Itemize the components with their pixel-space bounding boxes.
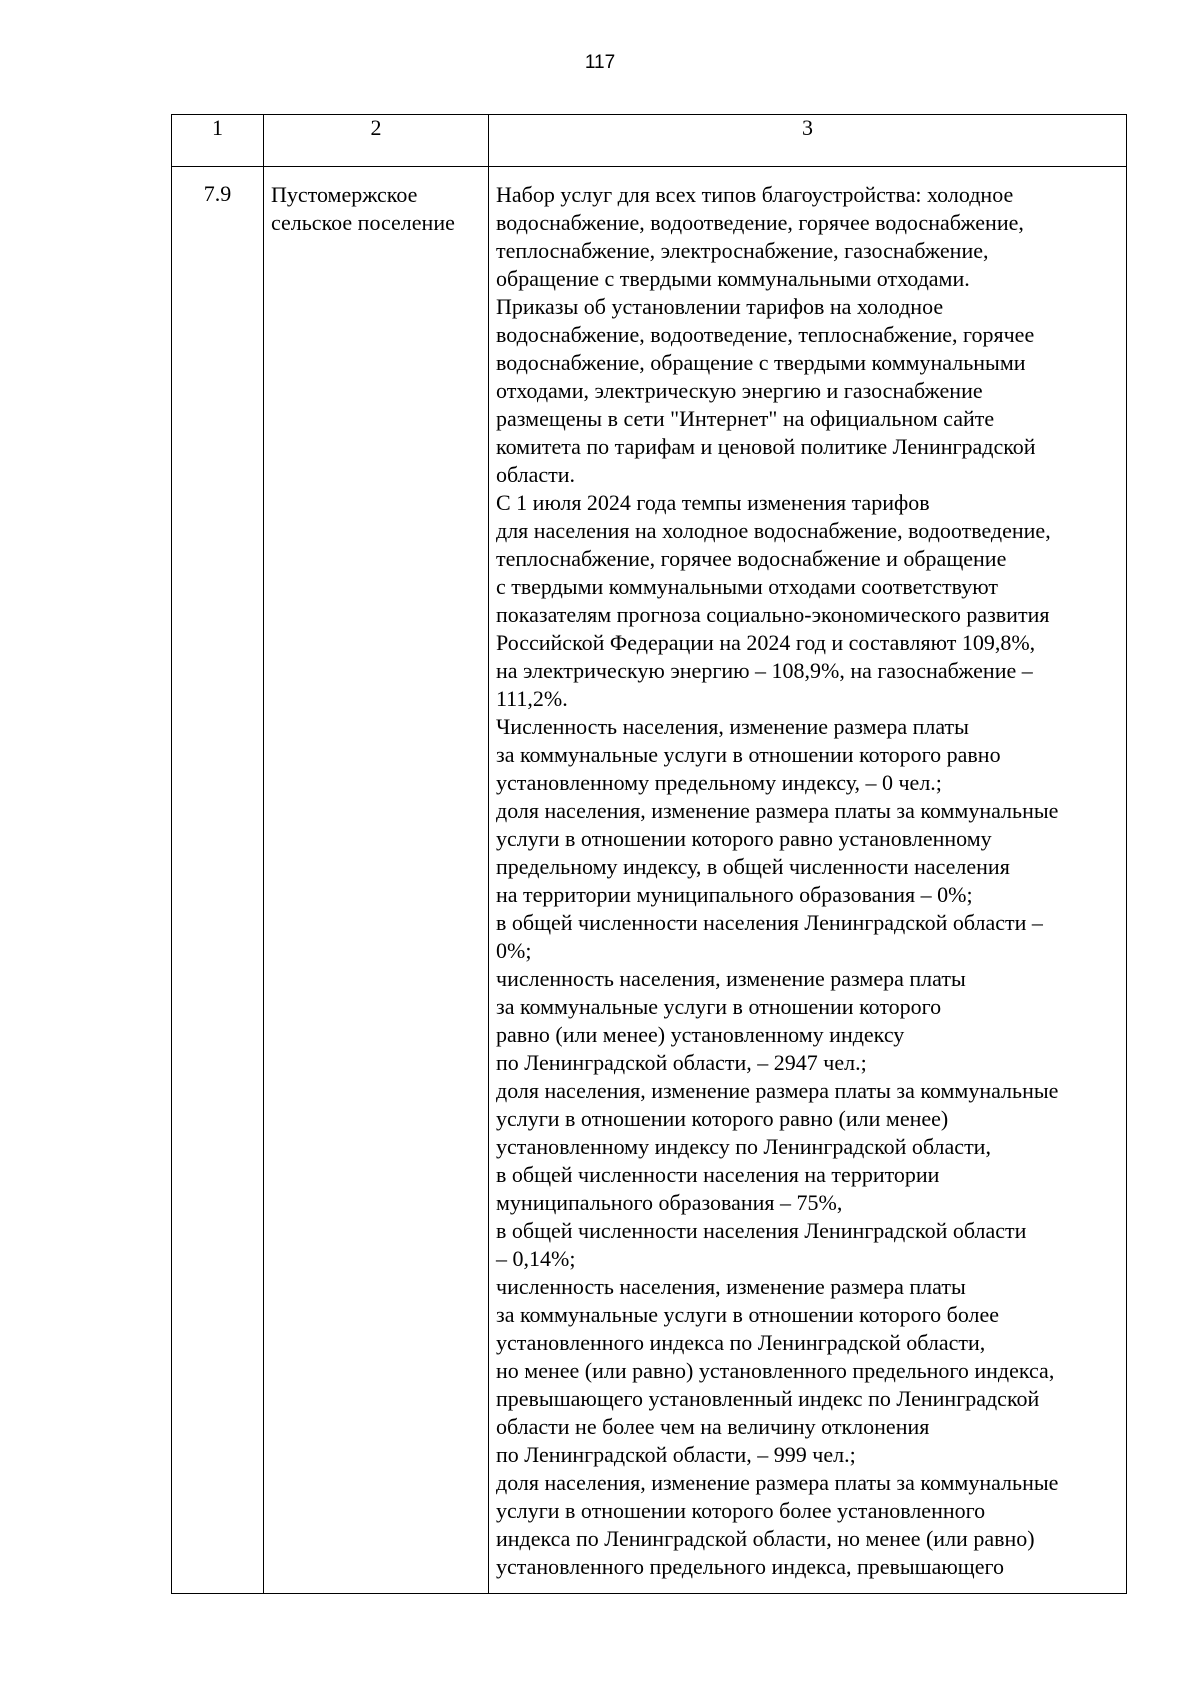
description-line: установленного предельного индекса, превышающего: [496, 1554, 1004, 1579]
description-line: водоснабжение, водоотведение, горячее водоснабжение,: [496, 210, 1024, 235]
row-number: 7.9: [203, 181, 232, 206]
description-line: на электрическую энергию – 108,9%, на газоснабжение –: [496, 658, 1033, 683]
description-line: по Ленинградской области, – 999 чел.;: [496, 1442, 856, 1467]
description-line: Приказы об установлении тарифов на холодное: [496, 294, 944, 319]
description-line: предельному индексу, в общей численности населения: [496, 854, 1010, 879]
description-line: 111,2%.: [496, 686, 568, 711]
description-line: обращение с твердыми коммунальными отходами.: [496, 266, 970, 291]
column-header-1: 1: [172, 115, 264, 167]
description-line: доля населения, изменение размера платы за коммунальные: [496, 1470, 1059, 1495]
description-line: но менее (или равно) установленного предельного индекса,: [496, 1358, 1055, 1383]
description-line: услуги в отношении которого равно установленному: [496, 826, 992, 851]
description-line: комитета по тарифам и ценовой политике Ленинградской: [496, 434, 1036, 459]
description-line: на территории муниципального образования – 0%;: [496, 882, 973, 907]
description-line: – 0,14%;: [496, 1246, 576, 1271]
description-line: для населения на холодное водоснабжение, водоотведение,: [496, 518, 1051, 543]
description-line: теплоснабжение, электроснабжение, газоснабжение,: [496, 238, 989, 263]
description-line: установленному индексу по Ленинградской области,: [496, 1134, 991, 1159]
description-line: области не более чем на величину отклонения: [496, 1414, 930, 1439]
description-line: установленного индекса по Ленинградской области,: [496, 1330, 986, 1355]
table-row: [172, 167, 1127, 1594]
description-line: за коммунальные услуги в отношении которого более: [496, 1302, 1000, 1327]
description-line: превышающего установленный индекс по Ленинградской: [496, 1386, 1040, 1411]
description-line: за коммунальные услуги в отношении которого: [496, 994, 942, 1019]
table-header-row: [172, 115, 1127, 167]
description-line: услуги в отношении которого равно (или менее): [496, 1106, 949, 1131]
document-table: [171, 114, 1127, 1594]
column-header-3: 3: [489, 115, 1127, 167]
description-line: услуги в отношении которого более установленного: [496, 1498, 986, 1523]
settlement-name-line: сельское поселение: [271, 210, 455, 235]
description-line: по Ленинградской области, – 2947 чел.;: [496, 1050, 867, 1075]
description-line: водоснабжение, водоотведение, теплоснабжение, горячее: [496, 322, 1035, 347]
description-line: С 1 июля 2024 года темпы изменения тарифов: [496, 490, 930, 515]
description-line: теплоснабжение, горячее водоснабжение и обращение: [496, 546, 1007, 571]
description-line: области.: [496, 462, 576, 487]
column-header-2: 2: [264, 115, 489, 167]
description-line: размещены в сети "Интернет" на официальном сайте: [496, 406, 995, 431]
description-line: отходами, электрическую энергию и газоснабжение: [496, 378, 983, 403]
description-line: показателям прогноза социально-экономического развития: [496, 602, 1050, 627]
description-line: муниципального образования – 75%,: [496, 1190, 843, 1215]
description-line: индекса по Ленинградской области, но менее (или равно): [496, 1526, 1035, 1551]
description-line: установленному предельному индексу, – 0 чел.;: [496, 770, 942, 795]
description-line: Численность населения, изменение размера платы: [496, 714, 969, 739]
description-line: Набор услуг для всех типов благоустройства: холодное: [496, 182, 1014, 207]
description-line: доля населения, изменение размера платы за коммунальные: [496, 798, 1059, 823]
description-line: равно (или менее) установленному индексу: [496, 1022, 905, 1047]
description-line: в общей численности населения Ленинградской области: [496, 1218, 1027, 1243]
description-line: за коммунальные услуги в отношении которого равно: [496, 742, 1001, 767]
description-line: численность населения, изменение размера платы: [496, 1274, 966, 1299]
description-line: Российской Федерации на 2024 год и составляют 109,8%,: [496, 630, 1036, 655]
settlement-name-cell: [264, 167, 489, 1594]
description-line: в общей численности населения на территории: [496, 1162, 940, 1187]
row-number-cell: [172, 167, 264, 1594]
description-cell: [489, 167, 1127, 1594]
description-line: водоснабжение, обращение с твердыми коммунальными: [496, 350, 1026, 375]
page-number: 117: [584, 52, 616, 73]
settlement-name-line: Пустомержское: [271, 182, 418, 207]
description-line: численность населения, изменение размера платы: [496, 966, 966, 991]
description-line: 0%;: [496, 938, 532, 963]
description-line: с твердыми коммунальными отходами соответствуют: [496, 574, 999, 599]
description-line: доля населения, изменение размера платы за коммунальные: [496, 1078, 1059, 1103]
description-line: в общей численности населения Ленинградской области –: [496, 910, 1043, 935]
